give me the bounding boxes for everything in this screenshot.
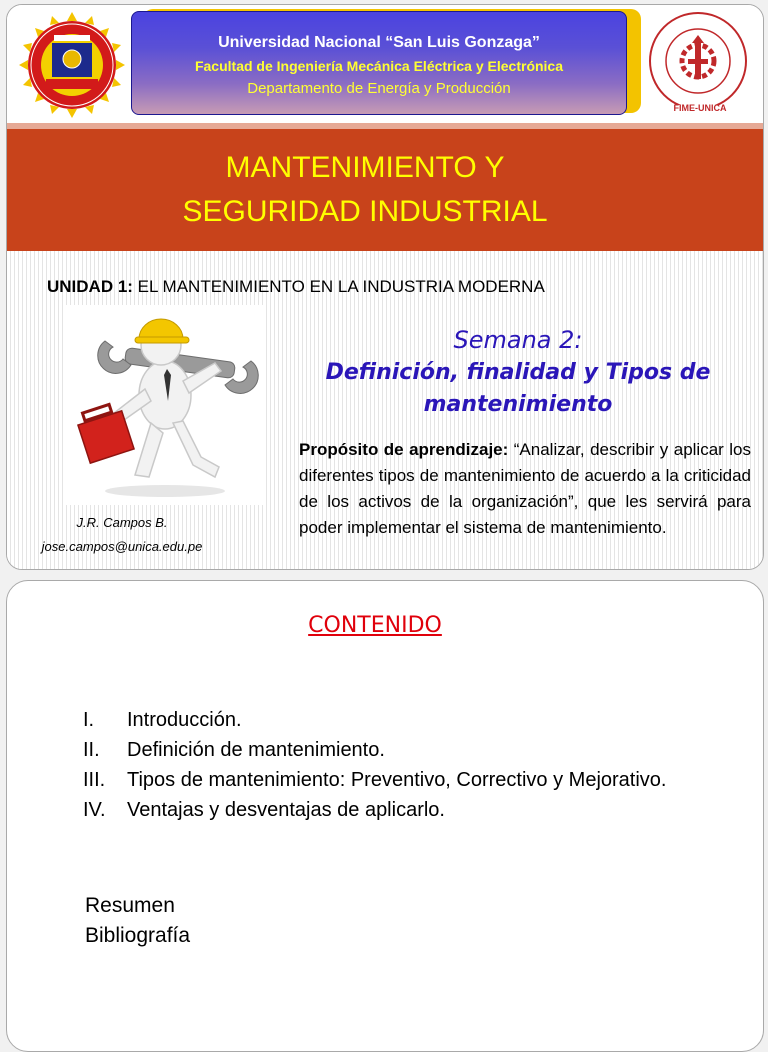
learning-purpose	[299, 437, 751, 541]
institution-banner	[131, 11, 627, 115]
week-topic-line2: mantenimiento	[423, 392, 613, 417]
week-number: Semana 2:	[453, 326, 583, 354]
faculty-logo-caption: FIME-UNICA	[673, 103, 727, 113]
slide-header	[7, 5, 763, 123]
list-item	[83, 735, 723, 765]
author-email: jose.campos@unica.edu.pe	[41, 539, 203, 554]
unit-label: UNIDAD 1:	[47, 277, 133, 296]
list-item	[83, 765, 723, 795]
list-item-number: I.	[83, 709, 95, 731]
contents-heading: CONTENIDO	[308, 613, 442, 638]
list-item	[83, 795, 723, 825]
purpose-label: Propósito de aprendizaje:	[299, 440, 509, 459]
list-item-text: Introducción.	[127, 709, 242, 731]
list-item-text: Tipos de mantenimiento: Preventivo, Correctivo y Mejorativo.	[127, 769, 667, 791]
faculty-name: Facultad de Ingeniería Mecánica Eléctrica y Electrónica	[194, 58, 564, 74]
contents-slide	[6, 580, 764, 1052]
list-item-text: Ventajas y desventajas de aplicarlo.	[127, 799, 445, 821]
university-seal-logo	[15, 11, 129, 119]
extra-sections	[85, 891, 190, 951]
list-item-number: IV.	[83, 799, 106, 821]
list-item-number: III.	[83, 769, 106, 791]
list-item	[83, 705, 723, 735]
unit-heading	[47, 277, 545, 297]
list-item-text: Definición de mantenimiento.	[127, 739, 385, 761]
department-name: Departamento de Energía y Producción	[247, 80, 511, 97]
summary-item: Resumen	[85, 894, 175, 917]
week-topic-line1: Definición, finalidad y Tipos de	[325, 360, 711, 385]
contents-list	[83, 705, 723, 825]
university-name: Universidad Nacional “San Luis Gonzaga”	[218, 34, 540, 51]
title-slide	[6, 4, 764, 570]
unit-name: EL MANTENIMIENTO EN LA INDUSTRIA MODERNA	[132, 277, 545, 296]
course-title-line2: SEGURIDAD INDUSTRIAL	[182, 195, 548, 228]
worker-with-wrench-illustration	[65, 305, 265, 505]
author-name: J.R. Campos B.	[76, 515, 168, 530]
course-title-bar	[7, 123, 763, 251]
bibliography-item: Bibliografía	[85, 924, 191, 947]
course-title-line1: MANTENIMIENTO Y	[225, 151, 505, 184]
list-item-number: II.	[83, 739, 100, 761]
week-title	[277, 323, 759, 421]
slide-body	[7, 251, 763, 569]
purpose-text: “Analizar, describir y aplicar los diferentes tipos de mantenimiento de acuerdo a la criticidad de los activos de la organización”, que les servirá para poder implementar el sistema de mantenimiento.	[299, 440, 752, 537]
